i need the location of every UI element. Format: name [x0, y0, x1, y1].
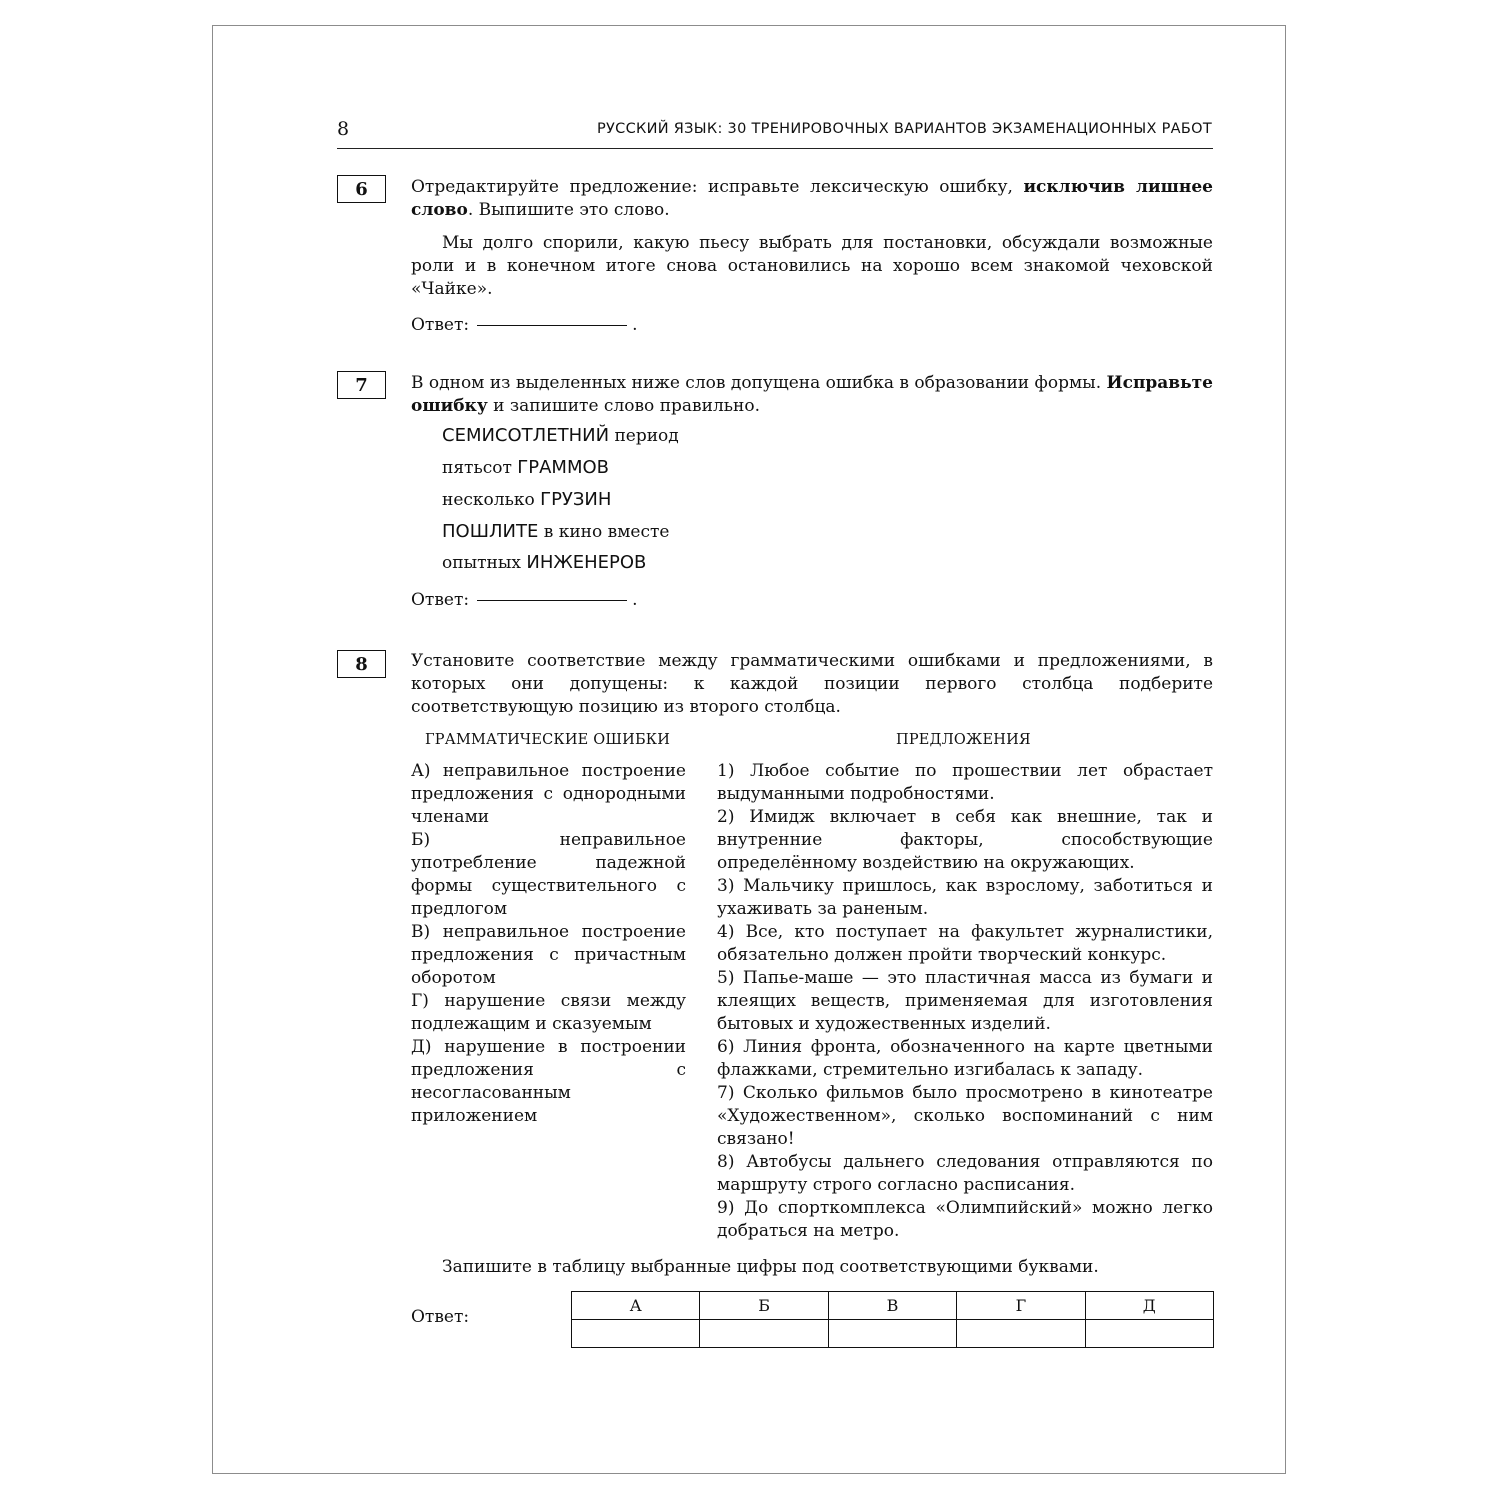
sentence-item: 2) Имидж включает в себя как внешние, так и внутренние факторы, способствующие определённому воздействию на окружающих.	[717, 807, 1213, 873]
sentence-item: 9) До спорткомплекса «Олимпийский» можно легко добраться на метро.	[717, 1198, 1213, 1241]
task-6-instruction-end: . Выпишите это слово.	[467, 200, 670, 220]
answer-table-letter: А	[572, 1292, 700, 1320]
answer-table	[571, 1291, 1214, 1348]
task-7-answer-label: Ответ:	[411, 590, 470, 610]
page-number: 8	[337, 118, 350, 140]
error-item: Б) неправильное употребление падежной формы существительного с предлогом	[411, 830, 686, 919]
task-7-answer	[411, 590, 638, 610]
task-7-instruction	[411, 372, 1213, 418]
running-title: РУССКИЙ ЯЗЫК: 30 ТРЕНИРОВОЧНЫХ ВАРИАНТОВ ЭКЗАМЕНАЦИОННЫХ РАБОТ	[596, 121, 1212, 137]
task-6-answer	[411, 315, 638, 335]
task-6-sentence: Мы долго спорили, какую пьесу выбрать для постановки, обсуждали возможные роли и в конечном итоге снова остановились на хорошо всем знакомой чеховской «Чайке».	[411, 233, 1213, 299]
task-6-instruction-bold: исключив лишнее слово	[411, 177, 1213, 220]
sentences-column-header: ПРЕДЛОЖЕНИЯ	[896, 732, 1031, 748]
answer-table-letter: Г	[957, 1292, 1085, 1320]
task-6-text	[411, 176, 1213, 301]
task-7-instruction-start: В одном из выделенных ниже слов допущена ошибка в образовании формы.	[411, 373, 1107, 393]
task-7-word-2: пятьсот ГРАММОВ	[442, 457, 610, 478]
task-7-word-1: СЕМИСОТЛЕТНИЙ период	[442, 425, 679, 446]
answer-table-header-row	[572, 1292, 1214, 1320]
answer-cell-v[interactable]	[828, 1320, 956, 1348]
task-6-answer-label: Ответ:	[411, 315, 470, 335]
error-item: А) неправильное построение предложения с однородными членами	[411, 761, 686, 827]
task-8-number: 8	[337, 650, 386, 678]
error-item: В) неправильное построение предложения с причастным оборотом	[411, 922, 686, 988]
sentence-item: 3) Мальчику пришлось, как взрослому, заботиться и ухаживать за раненым.	[717, 876, 1213, 919]
task-7-number: 7	[337, 371, 386, 399]
errors-list	[411, 760, 686, 1128]
sentence-item: 6) Линия фронта, обозначенного на карте цветными флажками, стремительно изгибалась к западу.	[717, 1037, 1213, 1080]
task-7-instruction-bold: Исправьте ошибку	[411, 373, 1213, 416]
answer-table-letter: Б	[700, 1292, 828, 1320]
answer-cell-d[interactable]	[1085, 1320, 1213, 1348]
sentence-item: 1) Любое событие по прошествии лет обрастает выдуманными подробностями.	[717, 761, 1213, 804]
answer-table-letter: Д	[1085, 1292, 1213, 1320]
task-6-instruction	[411, 176, 1213, 222]
task-7-word-4: ПОШЛИТЕ в кино вместе	[442, 521, 670, 542]
task-7-instruction-end: и запишите слово правильно.	[487, 396, 760, 416]
task-8-answer-label: Ответ:	[411, 1307, 470, 1327]
task-6-number: 6	[337, 175, 386, 203]
sentence-item: 4) Все, кто поступает на факультет журналистики, обязательно должен пройти творческий конкурс.	[717, 922, 1213, 965]
answer-cell-b[interactable]	[700, 1320, 828, 1348]
answer-table-input-row	[572, 1320, 1214, 1348]
errors-column-header: ГРАММАТИЧЕСКИЕ ОШИБКИ	[425, 732, 671, 748]
table-instruction: Запишите в таблицу выбранные цифры под соответствующими буквами.	[442, 1257, 1099, 1277]
error-item: Г) нарушение связи между подлежащим и сказуемым	[411, 991, 686, 1034]
task-7-word-3: несколько ГРУЗИН	[442, 489, 612, 510]
sentence-item: 7) Сколько фильмов было просмотрено в кинотеатре «Художественном», сколько воспоминаний с ним связано!	[717, 1083, 1213, 1149]
task-6-instruction-start: Отредактируйте предложение: исправьте лексическую ошибку,	[411, 177, 1024, 197]
answer-cell-a[interactable]	[572, 1320, 700, 1348]
answer-table-letter: В	[828, 1292, 956, 1320]
task-6-answer-blank[interactable]	[477, 325, 627, 326]
task-8-instruction: Установите соответствие между грамматическими ошибками и предложениями, в которых они допущены: к каждой позиции первого столбца подберите соответствующую позицию из второго столбца.	[411, 651, 1213, 717]
task-6-answer-end: .	[632, 315, 638, 335]
sentence-item: 8) Автобусы дальнего следования отправляются по маршруту строго согласно расписания.	[717, 1152, 1213, 1195]
task-7-word-5: опытных ИНЖЕНЕРОВ	[442, 552, 647, 573]
answer-cell-g[interactable]	[957, 1320, 1085, 1348]
sentence-item: 5) Папье-маше — это пластичная масса из бумаги и клеящих веществ, применяемая для изготовления бытовых и художественных изделий.	[717, 968, 1213, 1034]
sentences-list	[717, 760, 1213, 1243]
error-item: Д) нарушение в построении предложения с несогласованным приложением	[411, 1037, 686, 1126]
task-7-answer-blank[interactable]	[477, 600, 627, 601]
header-divider	[337, 148, 1213, 149]
task-7-answer-end: .	[632, 590, 638, 610]
